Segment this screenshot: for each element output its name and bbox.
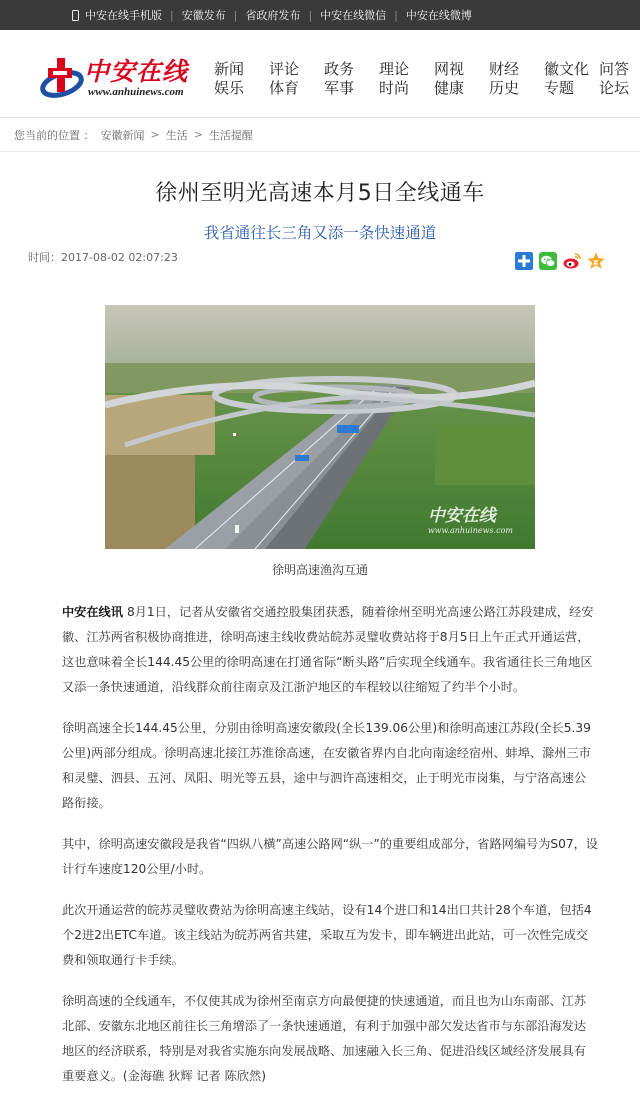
plus-share-icon[interactable]: [514, 251, 534, 271]
breadcrumb-item-life-tips[interactable]: 生活提醒: [208, 128, 253, 142]
nav-column: [599, 60, 640, 98]
article-subtitle: 我省通往长三角又添一条快速通道: [203, 224, 437, 242]
breadcrumb-prefix: 您当前的位置 ：: [14, 128, 95, 142]
weibo-icon[interactable]: [562, 251, 582, 271]
logo-emblem-icon: [40, 54, 84, 102]
article-photo: [105, 305, 535, 549]
photo-watermark: 中安在线 www.anhuinews.com: [427, 506, 513, 535]
logo-url: www.anhuinews.com: [88, 86, 184, 98]
article-lead-source: 中安在线讯: [62, 605, 123, 619]
topbar-link-wechat[interactable]: 中安在线微信: [320, 9, 387, 22]
phone-icon: [72, 10, 79, 21]
article-paragraph: 徐明高速全长144.45公里，分别由徐明高速安徽段(全长139.06公里)和徐明高速江苏段(全长5.39公里)两部分组成。徐明高速北接江苏淮徐高速，在安徽省界内自北向南途经宿州、蚌埠、滁州三市和灵璧、泗县、五河、凤阳、明光等五县，途中与泗许高速相交，止于明光市岗集，与宁洛高速公路衔接。: [62, 721, 591, 810]
article-title: 徐州至明光高速本月5日全线通车: [155, 181, 485, 206]
topbar-separator: |: [394, 8, 398, 22]
nav-column: [489, 60, 544, 98]
article-meta: [0, 247, 640, 275]
breadcrumb: [0, 118, 640, 152]
nav-item-opinion[interactable]: 评论: [269, 60, 300, 78]
nav-column: [434, 60, 489, 98]
share-toolbar: [514, 251, 606, 271]
wechat-icon[interactable]: [538, 251, 558, 271]
article-paragraph: 此次开通运营的皖苏灵璧收费站为徐明高速主线站，设有14个进口和14出口共计28个车道，包括4个2进2出ETC车道。该主线站为皖苏两省共建，采取互为发卡，即车辆进出此站，可一次性完成交费和领取通行卡手续。: [62, 903, 592, 967]
nav-item-sports[interactable]: 体育: [269, 79, 300, 97]
article-paragraph: 徐明高速的全线通车，不仅使其成为徐州至南京方向最便捷的快速通道，而且也为山东南部、江苏北部、安徽东北地区前往长三角增添了一条快速通道，有利于加强中部欠发达省市与东部沿海发达地区的经济联系，特别是对我省实施东向发展战略、加速融入长三角、促进沿线区域经济发展具有重要意义。(金海礁 狄辉 记者 陈欣然): [62, 994, 587, 1083]
topbar-link-gov-release[interactable]: 省政府发布: [245, 9, 301, 22]
nav-item-history[interactable]: 历史: [489, 79, 520, 97]
photo-caption: 徐明高速渔沟互通: [271, 563, 368, 577]
topbar-link-weibo[interactable]: 中安在线微博: [405, 9, 472, 22]
breadcrumb-separator: >: [193, 128, 203, 141]
main-nav: [214, 60, 640, 98]
site-header: [0, 30, 640, 118]
topbar-separator: |: [233, 8, 238, 22]
nav-item-military[interactable]: 军事: [324, 79, 355, 97]
logo-text: 中安在线: [84, 57, 189, 86]
nav-item-fashion[interactable]: 时尚: [379, 79, 410, 97]
nav-item-qa[interactable]: 问答: [599, 60, 630, 78]
topbar-link-mobile[interactable]: 中安在线手机版: [72, 7, 162, 23]
nav-item-video[interactable]: 网视: [434, 60, 465, 78]
nav-column: [544, 60, 599, 98]
article-paragraph: 中安在线讯 8月1日，记者从安徽省交通控股集团获悉，随着徐州至明光高速公路江苏段建成，经安徽、江苏两省积极协商推进，徐明高速主线收费站皖苏灵璧收费站将于8月5日上午正式开通运营，这也意味着全长144.45公里的徐明高速在打通省际“断头路”后实现全线通车。我省通往长三角地区又添一条快速通道，沿线群众前往南京及江浙沪地区的车程较以往缩短了约半个小时。: [62, 605, 594, 694]
breadcrumb-item-anhui-news[interactable]: 安徽新闻: [100, 128, 145, 142]
nav-item-theory[interactable]: 理论: [379, 60, 410, 78]
nav-item-finance[interactable]: 财经: [489, 60, 520, 78]
nav-item-hui-culture[interactable]: 徽文化: [544, 60, 590, 78]
nav-column: [379, 60, 434, 98]
nav-item-news[interactable]: 新闻: [214, 60, 245, 78]
topbar-link-anhui-release[interactable]: 安徽发布: [181, 9, 226, 22]
nav-item-government[interactable]: 政务: [324, 60, 355, 78]
nav-item-forum[interactable]: 论坛: [599, 79, 630, 97]
nav-item-health[interactable]: 健康: [434, 79, 465, 97]
nav-item-special[interactable]: 专题: [544, 79, 575, 97]
breadcrumb-item-life[interactable]: 生活: [165, 128, 188, 142]
breadcrumb-separator: >: [150, 128, 160, 141]
article-body: [0, 578, 640, 1089]
site-logo[interactable]: [40, 50, 200, 106]
nav-column: [214, 60, 269, 98]
topbar-separator: |: [308, 8, 313, 22]
article-paragraph: 其中，徐明高速安徽段是我省“四纵八横”高速公路网“纵一”的重要组成部分，省路网编号为S07，设计行车速度120公里/小时。: [62, 837, 598, 876]
top-bar: [0, 0, 640, 30]
nav-column: [269, 60, 324, 98]
nav-item-entertainment[interactable]: 娱乐: [214, 79, 245, 97]
favorite-star-icon[interactable]: [586, 251, 606, 271]
publish-time: 时间：2017-08-02 02:07:23: [28, 251, 178, 264]
topbar-separator: |: [170, 8, 174, 22]
nav-column: [324, 60, 379, 98]
